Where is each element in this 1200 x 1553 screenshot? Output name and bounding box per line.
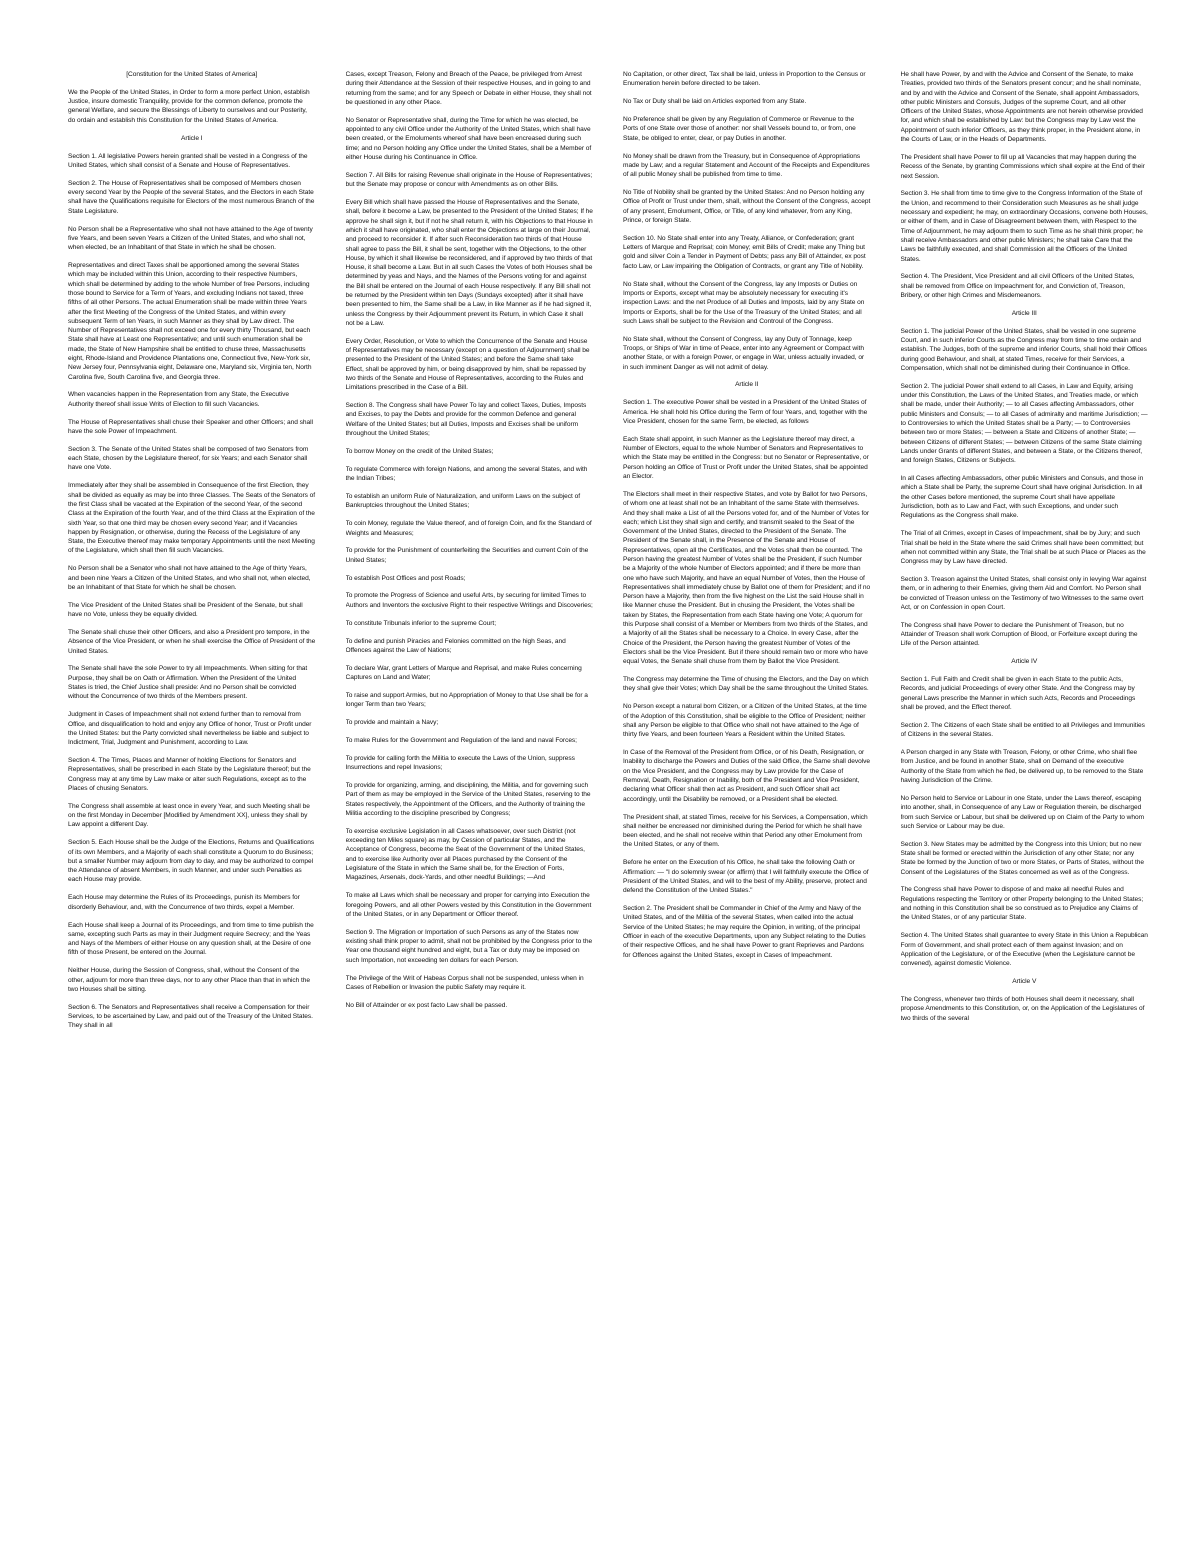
paragraph: The Congress shall assemble at least once in every Year, and such Meeting shall be on the first Monday in December [Modified by Amendment XX], unless they shall by Law appoint a different Day. — [68, 802, 310, 829]
paragraph: Every Order, Resolution, or Vote to which the Concurrence of the Senate and House of Representatives may be necessary (except on a question of Adjournment) shall be presented to the President of the United States; and before the Same shall take Effect, shall be approved by him, or being disapproved by him, shall be repassed by two thirds of the Senate and House of Representatives, according to the Rules and Limitations prescribed in the Case of a Bill. — [345, 337, 590, 392]
paragraph: The President shall, at stated Times, receive for his Services, a Compensation, which shall neither be encreased nor diminished during the Period for which he shall have been elected, and he shall not receive within that Period any other Emolument from the United States, or any of them. — [623, 813, 868, 849]
article-heading: Article II — [735, 381, 759, 389]
paragraph: The Trial of all Crimes, except in Cases of Impeachment, shall be by Jury; and such Trial shall be held in the State where the said Crimes shall have been committed; but when not committed within any State, the Trial shall be at such Place or Places as the Congress may by Law have directed. — [900, 530, 1146, 566]
paragraph: Each State shall appoint, in such Manner as the Legislature thereof may direct, a Number of Electors, equal to the whole Number of Senators and Representatives to which the State may be entitled in the Congress: but no Senator or Representative, or Person holding an Office of Trust or Profit under the United States, shall be appointed an Elector. — [623, 435, 869, 481]
paragraph: To coin Money, regulate the Value thereof, and of foreign Coin, and fix the Standard of Weights and Measures; — [345, 520, 592, 537]
paragraph: Immediately after they shall be assembled in Consequence of the first Election, they shall be divided as equally as may be into three Classes. The Seats of the Senators of the first Class shall be vacated at the Expiration of the second Year, of the second Class at the Expiration of the fourth Year, and of the third Class at the Expiration of the sixth Year, so that one third may be chosen every second Year; and if Vacancies happen by Resignation, or otherwise, during the Recess of the Legislature of any State, the Executive thereof may make temporary Appointments until the next Meeting of the Legislature, which shall then fill such Vacancies. — [68, 482, 316, 555]
paragraph: Judgment in Cases of Impeachment shall not extend further than to removal from Office, and disqualification to hold and enjoy any Office of honor, Trust or Profit under the United States: but the Party convicted shall nevertheless be liable and subject to Indictment, Trial, Judgment and Punishment, according to Law. — [68, 711, 312, 747]
text-column-1 — [68, 70, 316, 1553]
paragraph: The Electors shall meet in their respective States, and vote by Ballot for two Persons, of whom one at least shall not be an Inhabitant of the same State with themselves. And they shall make a List of all the Persons voted for, and of the Number of Votes for each; which List they shall sign and certify, and transmit sealed to the Seat of the Government of the United States, directed to the President of the Senate. The President of the Senate shall, in the Presence of the Senate and House of Representatives, open all the Certificates, and the Votes shall then be counted. The Person having the greatest Number of Votes shall be the President, if such Number be a Majority of the whole Number of Electors appointed; and if there be more than one who have such Majority, and have an equal Number of Votes, then the House of Representatives shall immediately chuse by Ballot one of them for President; and if no Person have a Majority, then from the five highest on the List the said House shall in like Manner chuse the President. But in chusing the President, the Votes shall be taken by States, the Representation from each State having one Vote; A quorum for this Purpose shall consist of a Member or Members from two thirds of the States, and a Majority of all the States shall be necessary to a Choice. In every Case, after the Choice of the President, the Person having the greatest Number of Votes of the Electors shall be the Vice President. But if there should remain two or more who have equal Votes, the Senate shall chuse from them by Ballot the Vice President. — [623, 490, 871, 666]
paragraph: Section 5. Each House shall be the Judge of the Elections, Returns and Qualifications of its own Members, and a Majority of each shall constitute a Quorum to do Business; but a smaller Number may adjourn from day to day, and may be authorized to compel the Attendance of absent Members, in such Manner, and under such Penalties as each House may provide. — [68, 839, 315, 884]
paragraph: The Senate shall have the sole Power to try all Impeachments. When sitting for that Purpose, they shall be on Oath or Affirmation. When the President of the United States is tried, the Chief Justice shall preside: And no Person shall be convicted without the Concurrence of two thirds of the Members present. — [68, 665, 308, 701]
paragraph: Section 3. The Senate of the United States shall be composed of two Senators from each State, chosen by the Legislature thereof, for six Years; and each Senator shall have one Vote. — [68, 445, 309, 472]
paragraph: Section 1. All legislative Powers herein granted shall be vested in a Congress of the United States, which shall consist of a Senate and House of Representatives. — [68, 152, 308, 169]
paragraph: In all Cases affecting Ambassadors, other public Ministers and Consuls, and those in which a State shall be Party, the supreme Court shall have original Jurisdiction. In all the other Cases before mentioned, the supreme Court shall have appellate Jurisdiction, both as to Law and Fact, with such Exceptions, and under such Regulations as the Congress shall make. — [900, 475, 1144, 520]
paragraph: To raise and support Armies, but no Appropriation of Money to that Use shall be for a longer Term than two Years; — [345, 691, 588, 709]
paragraph: Section 8. The Congress shall have Power To lay and collect Taxes, Duties, Imposts and Excises, to pay the Debts and provide for the common Defence and general Welfare of the United States; but all Duties, Imposts and Excises shall be uniform throughout the United States; — [345, 402, 587, 438]
paragraph: The President shall have Power to fill up all Vacancies that may happen during the Recess of the Senate, by granting Commissions which shall expire at the End of their next Session. — [900, 153, 1145, 180]
paragraph: Every Bill which shall have passed the House of Representatives and the Senate, shall, before it become a Law, be presented to the President of the United States; If he approve he shall sign it, but if not he shall return it, with his Objections to that House in which it shall have originated, who shall enter the Objections at large on their Journal, and proceed to reconsider it. If after such Reconsideration two thirds of that House shall agree to pass the Bill, it shall be sent, together with the Objections, to the other House, by which it shall likewise be reconsidered, and if approved by two thirds of that House, it shall become a Law. But in all such Cases the Votes of both Houses shall be determined by yeas and Nays, and the Names of the Persons voting for and against the Bill shall be entered on the Journal of each House respectively. If any Bill shall not be returned by the President within ten Days (Sundays excepted) after it shall have been presented to him, the Same shall be a Law, in like Manner as if he had signed it, unless the Congress by their Adjournment prevent its Return, in which Case it shall not be a Law. — [345, 199, 593, 327]
text-column-3 — [623, 70, 871, 1553]
paragraph: To constitute Tribunals inferior to the supreme Court; — [345, 619, 496, 627]
paragraph: Section 2. The House of Representatives shall be composed of Members chosen every second Year by the People of the several States, and the Electors in each State shall have the Qualifications requisite for Electors of the most numerous Branch of the State Legislature. — [68, 179, 315, 215]
paragraph: No Bill of Attainder or ex post facto Law shall be passed. — [345, 1001, 508, 1009]
text-column-2 — [346, 70, 594, 1553]
paragraph: To provide for organizing, arming, and disciplining, the Militia, and for governing such Part of them as may be employed in the Service of the United States, reserving to the States respectively, the Appointment of the Officers, and the Authority of training the Militia according to the discipline prescribed by Congress; — [345, 782, 591, 817]
paragraph: No Person shall be a Representative who shall not have attained to the Age of twenty five Years, and been seven Years a Citizen of the United States, and who shall not, when elected, be an Inhabitant of that State in which he shall be chosen. — [68, 225, 313, 252]
paragraph: To promote the Progress of Science and useful Arts, by securing for limited Times to Authors and Inventors the exclusive Right to their respective Writings and Discoveries; — [345, 592, 593, 609]
paragraph: Neither House, during the Session of Congress, shall, without the Consent of the other, adjourn for more than three days, nor to any other Place than that in which the two Houses shall be sitting. — [68, 967, 311, 993]
article-heading: Article III — [1011, 309, 1037, 317]
paragraph: The Congress shall have Power to declare the Punishment of Treason, but no Attainder of Treason shall work Corruption of Blood, or Forfeiture except during the Life of the Person attainted. — [900, 621, 1138, 648]
paragraph: The Privilege of the Writ of Habeas Corpus shall not be suspended, unless when in Cases of Rebellion or Invasion the public Safety may require it. — [345, 974, 584, 991]
paragraph: Section 2. The Citizens of each State shall be entitled to all Privileges and Immunities of Citizens in the several States. — [900, 721, 1145, 739]
paragraph: Section 1. Full Faith and Credit shall be given in each State to the public Acts, Records, and judicial Proceedings of every other State. And the Congress may by general Laws prescribe the Manner in which such Acts, Records and Proceedings shall be proved, and the Effect thereof. — [900, 676, 1136, 712]
paragraph: To define and punish Piracies and Felonies committed on the high Seas, and Offences against the Law of Nations; — [345, 637, 566, 654]
paragraph: No Capitation, or other direct, Tax shall be laid, unless in Proportion to the Census or Enumeration herein before directed to be taken. — [623, 71, 866, 88]
paragraph: To provide and maintain a Navy; — [345, 719, 439, 727]
article-heading: Article I — [180, 134, 203, 142]
paragraph: To exercise exclusive Legislation in all Cases whatsoever, over such District (not exceeding ten Miles square) as may, by Cession of particular States, and the Acceptance of Congress, become the Seat of the Government of the United States, and to exercise like Authority over all Places purchased by the Consent of the Legislature of the State in which the Same shall be, for the Erection of Forts, Magazines, Arsenals, dock-Yards, and other needful Buildings; —And — [345, 827, 585, 882]
paragraph: To establish an uniform Rule of Naturalization, and uniform Laws on the subject of Bankruptcies throughout the United States; — [345, 493, 581, 510]
paragraph: No Title of Nobility shall be granted by the United States: And no Person holding any Office of Profit or Trust under them, shall, without the Consent of the Congress, accept of any present, Emolument, Office, or Title, of any kind whatever, from any King, Prince, or foreign State. — [623, 189, 871, 224]
paragraph: Section 4. The President, Vice President and all civil Officers of the United States, shall be removed from Office on Impeachment for, and Conviction of, Treason, Bribery, or other high Crimes and Misdemeanors. — [900, 273, 1135, 300]
paragraph: No Money shall be drawn from the Treasury, but in Consequence of Appropriations made by Law; and a regular Statement and Account of the Receipts and Expenditures of all public Money shall be published from time to time. — [623, 152, 870, 179]
paragraph: Section 3. New States may be admitted by the Congress into this Union; but no new State shall be formed or erected within the Jurisdiction of any other State; nor any State be formed by the Junction of two or more States, or Parts of States, without the Consent of the Legislatures of the States concerned as well as of the Congress. — [900, 840, 1144, 876]
paragraph: Representatives and direct Taxes shall be apportioned among the several States which may be included within this Union, according to their respective Numbers, which shall be determined by adding to the whole Number of free Persons, including those bound to Service for a Term of Years, and excluding Indians not taxed, three fifths of all other Persons. The actual Enumeration shall be made within three Years after the first Meeting of the Congress of the United States, and within every subsequent Term of ten Years, in such Manner as they shall by Law direct. The Number of Representatives shall not exceed one for every thirty Thousand, but each State shall have at Least one Representative; and until such enumeration shall be made, the State of New Hampshire shall be entitled to chuse three, Massachusetts eight, Rhode-Island and Providence Plantations one, Connecticut five, New-York six, New Jersey four, Pennsylvania eight, Delaware one, Maryland six, Virginia ten, North Carolina five, South Carolina five, and Georgia three. — [68, 262, 312, 381]
paragraph: Before he enter on the Execution of his Office, he shall take the following Oath or Affirmation: — "I do solemnly swear (or affirm) that I will faithfully execute the Office of President of the United States, and will to the best of my Ability, preserve, protect and defend the Constitution of the United States." — [623, 859, 869, 895]
article-heading: Article IV — [1011, 658, 1038, 666]
paragraph: To regulate Commerce with foreign Nations, and among the several States, and with the Indian Tribes; — [345, 465, 588, 483]
paragraph: When vacancies happen in the Representation from any State, the Executive Authority thereof shall issue Writs of Election to fill such Vacancies. — [68, 391, 290, 408]
paragraph: No State shall, without the Consent of Congress, lay any Duty of Tonnage, keep Troops, or Ships of War in time of Peace, enter into any Agreement or Compact with another State, or with a foreign Power, or engage in War, unless actually invaded, or in such imminent Danger as will not admit of delay. — [623, 335, 865, 371]
paragraph: No Person except a natural born Citizen, or a Citizen of the United States, at the time of the Adoption of this Constitution, shall be eligible to the Office of President; neither shall any Person be eligible to that Office who shall not have attained to the Age of thirty five Years, and been fourteen Years a Resident within the United States. — [623, 703, 867, 739]
paragraph: In Case of the Removal of the President from Office, or of his Death, Resignation, or Inability to discharge the Powers and Duties of the said Office, the Same shall devolve on the Vice President, and the Congress may by Law provide for the Case of Removal, Death, Resignation or Inability, both of the President and Vice President, declaring what Officer shall then act as President, and such Officer shall act accordingly, until the Disability be removed, or a President shall be elected. — [623, 749, 870, 803]
paragraph: Section 6. The Senators and Representatives shall receive a Compensation for their Services, to be ascertained by Law, and paid out of the Treasury of the United States. They shall in all — [68, 1003, 313, 1030]
paragraph: Section 4. The Times, Places and Manner of holding Elections for Senators and Representatives, shall be prescribed in each State by the Legislature thereof; but the Congress may at any time by Law make or alter such Regulations, except as to the Places of chusing Senators. — [68, 757, 311, 792]
paragraph: No Senator or Representative shall, during the Time for which he was elected, be appointed to any civil Office under the Authority of the United States, which shall have been created, or the Emoluments whereof shall have been encreased during such time; and no Person holding any Office under the United States, shall be a Member of either House during his Continuance in Office. — [345, 116, 592, 161]
paragraph: Section 3. He shall from time to time give to the Congress Information of the State of the Union, and recommend to their Consideration such Measures as he shall judge necessary and expedient; he may, on extraordinary Occasions, convene both Houses, or either of them, and in Case of Disagreement between them, with Respect to the Time of Adjournment, he may adjourn them to such Time as he shall think proper; he shall receive Ambassadors and other public Ministers; he shall take Care that the Laws be faithfully executed, and shall Commission all the Officers of the United States. — [900, 190, 1148, 263]
paragraph: A Person charged in any State with Treason, Felony, or other Crime, who shall flee from Justice, and be found in another State, shall on Demand of the executive Authority of the State from which he fled, be delivered up, to be removed to the State having Jurisdiction of the Crime. — [900, 749, 1144, 785]
paragraph: To provide for calling forth the Militia to execute the Laws of the Union, suppress Insurrections and repel Invasions; — [345, 754, 575, 772]
paragraph: Section 1. The executive Power shall be vested in a President of the United States of America. He shall hold his Office during the Term of four Years, and, together with the Vice President, chosen for the same Term, be elected, as follows — [623, 399, 868, 425]
paragraph: Section 2. The President shall be Commander in Chief of the Army and Navy of the United States, and of the Militia of the several States, when called into the actual Service of the United States; he may require the Opinion, in writing, of the principal Officer in each of the executive Departments, upon any Subject relating to the Duties of their respective Offices, and he shall have Power to grant Reprieves and Pardons for Offences against the United States, except in Cases of Impeachment. — [623, 905, 866, 959]
paragraph: The Congress, whenever two thirds of both Houses shall deem it necessary, shall propose Amendments to this Constitution, or, on the Application of the Legislatures of two thirds of the several — [900, 995, 1145, 1022]
paragraph: Section 7. All Bills for raising Revenue shall originate in the House of Representatives; but the Senate may propose or concur with Amendments as on other Bills. — [345, 171, 593, 189]
paragraph: Section 10. No State shall enter into any Treaty, Alliance, or Confederation; grant Letters of Marque and Reprisal; coin Money; emit Bills of Credit; make any Thing but gold and silver Coin a Tender in Payment of Debts; pass any Bill of Attainder, ex post facto Law, or Law impairing the Obligation of Contracts, or grant any Title of Nobility. — [623, 234, 866, 270]
paragraph: The Congress may determine the Time of chusing the Electors, and the Day on which they shall give their Votes; which Day shall be the same throughout the United States. — [623, 676, 869, 693]
paragraph: No Person shall be a Senator who shall not have attained to the Age of thirty Years, and been nine Years a Citizen of the United States, and who shall not, when elected, be an Inhabitant of that State for which he shall be chosen. — [68, 565, 311, 591]
paragraph: The Senate shall chuse their other Officers, and also a President pro tempore, in the Absence of the Vice President, or when he shall exercise the Office of President of the United States. — [68, 628, 316, 655]
paragraph: Each House shall keep a Journal of its Proceedings, and from time to time publish the same, excepting such Parts as may in their Judgment require Secrecy; and the Yeas and Nays of the Members of either House on any question shall, at the Desire of one fifth of those Present, be entered on the Journal. — [68, 921, 314, 957]
paragraph: Section 9. The Migration or Importation of such Persons as any of the States now existing shall think proper to admit, shall not be prohibited by the Congress prior to the Year one thousand eight hundred and eight, but a Tax or duty may be imposed on such Importation, not exceeding ten dollars for each Person. — [345, 928, 593, 964]
paragraph: He shall have Power, by and with the Advice and Consent of the Senate, to make Treaties, provided two thirds of the Senators present concur; and he shall nominate, and by and with the Advice and Consent of the Senate, shall appoint Ambassadors, other public Ministers and Consuls, Judges of the supreme Court, and all other Officers of the United States, whose Appointments are not herein otherwise provided for, and which shall be established by Law: but the Congress may by Law vest the Appointment of such inferior Officers, as they think proper, in the President alone, in the Courts of Law, or in the Heads of Departments. — [900, 71, 1143, 144]
paragraph: Section 3. Treason against the United States, shall consist only in levying War against them, or in adhering to their Enemies, giving them Aid and Comfort. No Person shall be convicted of Treason unless on the Testimony of two Witnesses to the same overt Act, or on Confession in open Court. — [900, 576, 1147, 611]
paragraph: To declare War, grant Letters of Marque and Reprisal, and make Rules concerning Captures on Land and Water; — [345, 664, 582, 682]
paragraph: To make Rules for the Government and Regulation of the land and naval Forces; — [345, 737, 577, 745]
paragraph: Section 4. The United States shall guarantee to every State in this Union a Republican Form of Government, and shall protect each of them against Invasion; and on Application of the Legislature, or of the Executive (when the Legislature cannot be convened), against domestic Violence. — [900, 932, 1148, 968]
paragraph: To provide for the Punishment of counterfeiting the Securities and current Coin of the United States; — [345, 547, 589, 564]
paragraph: Each House may determine the Rules of its Proceedings, punish its Members for disorderly Behaviour, and, with the Concurrence of two thirds, expel a Member. — [68, 894, 300, 911]
paragraph: We the People of the United States, in Order to form a more perfect Union, establish Justice, insure domestic Tranquility, provide for the common defence, promote the general Welfare, and secure the Blessings of Liberty to ourselves and our Posterity, do ordain and establish this Constitution for the United States of America. — [68, 88, 310, 124]
paragraph: To borrow Money on the credit of the United States; — [345, 447, 494, 455]
paragraph: To establish Post Offices and post Roads; — [345, 574, 466, 582]
document-title: [Constitution for the United States of America] — [126, 71, 258, 78]
paragraph: No Person held to Service or Labour in one State, under the Laws thereof, escaping into another, shall, in Consequence of any Law or Regulation therein, be discharged from such Service or Labour, but shall be delivered up on Claim of the Party to whom such Service or Labour may be due. — [900, 794, 1145, 830]
paragraph: No State shall, without the Consent of the Congress, lay any Imposts or Duties on Imports or Exports, except what may be absolutely necessary for executing it's inspection Laws: and the net Produce of all Duties and Imposts, laid by any State on Imports or Exports, shall be for the Use of the Treasury of the United States; and all such Laws shall be subject to the Revision and Controul of the Congress. — [623, 280, 865, 325]
paragraph: Section 2. The judicial Power shall extend to all Cases, in Law and Equity, arising under this Constitution, the Laws of the United States, and Treaties made, or which shall be made, under their Authority; — to all Cases affecting Ambassadors, other public Ministers and Consuls; — to all Cases of admiralty and maritime Jurisdiction; — to Controversies to which the United States shall be a Party; — to Controversies between two or more States; — between a State and Citizens of another State; — between Citizens of different States; — between Citizens of the same State claiming Lands under Grants of different States, and between a State, or the Citizens thereof, and foreign States, Citizens or Subjects. — [900, 382, 1148, 465]
paragraph: Cases, except Treason, Felony and Breach of the Peace, be privileged from Arrest during their Attendance at the Session of their respective Houses, and in going to and returning from the same; and for any Speech or Debate in either House, they shall not be questioned in any other Place. — [345, 71, 592, 106]
paragraph: Section 1. The judicial Power of the United States, shall be vested in one supreme Court, and in such inferior Courts as the Congress may from time to time ordain and establish. The Judges, both of the supreme and inferior Courts, shall hold their Offices during good Behaviour, and shall, at stated Times, receive for their Services, a Compensation, which shall not be diminished during their Continuance in Office. — [900, 327, 1147, 372]
paragraph: The Congress shall have Power to dispose of and make all needful Rules and Regulations respecting the Territory or other Property belonging to the United States; and nothing in this Constitution shall be so construed as to Prejudice any Claims of the United States, or of any particular State. — [900, 886, 1144, 922]
article-heading: Article V — [1012, 978, 1037, 986]
text-column-4 — [901, 70, 1149, 1553]
paragraph: No Tax or Duty shall be laid on Articles exported from any State. — [623, 98, 807, 106]
paragraph: To make all Laws which shall be necessary and proper for carrying into Execution the foregoing Powers, and all other Powers vested by this Constitution in the Government of the United States, or in any Department or Officer thereof. — [345, 892, 592, 918]
paragraph: No Preference shall be given by any Regulation of Commerce or Revenue to the Ports of one State over those of another: nor shall Vessels bound to, or from, one State, be obliged to enter, clear, or pay Duties in another. — [623, 116, 856, 142]
paragraph: The Vice President of the United States shall be President of the Senate, but shall have no Vote, unless they be equally divided. — [68, 601, 303, 619]
paragraph: The House of Representatives shall chuse their Speaker and other Officers; and shall have the sole Power of Impeachment. — [68, 418, 313, 435]
